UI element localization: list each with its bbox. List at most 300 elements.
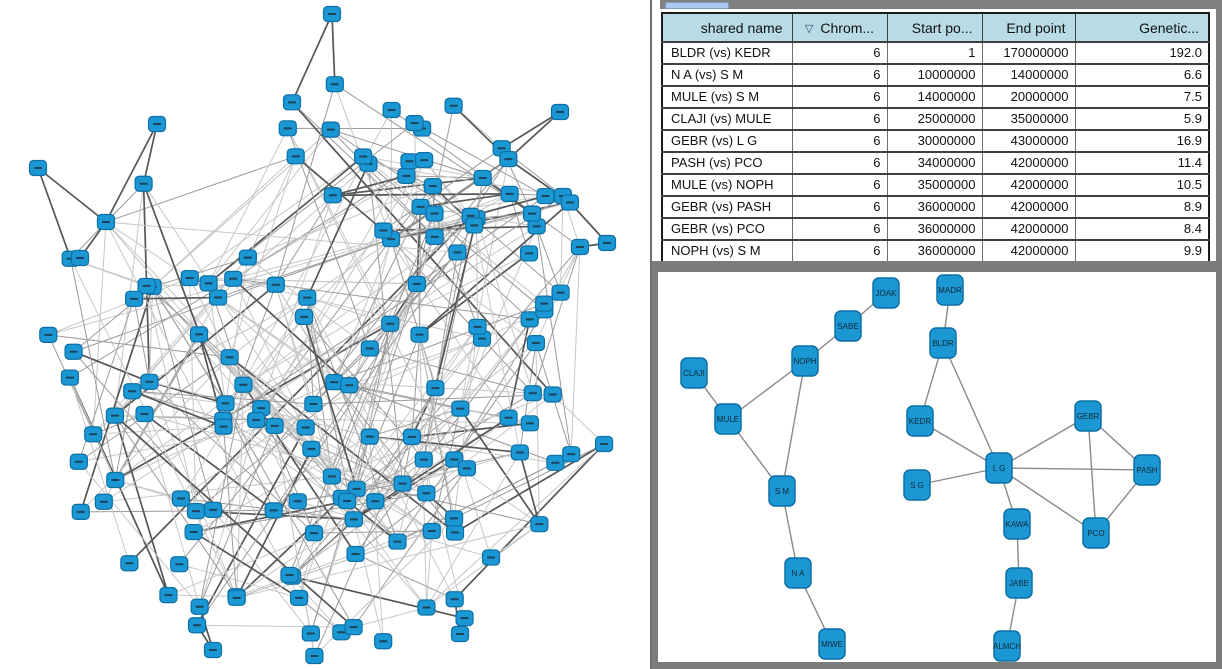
table-cell[interactable]: 9.9 — [1075, 240, 1209, 262]
table-cell[interactable]: 42000000 — [982, 240, 1075, 262]
network-edge — [132, 298, 307, 392]
network-node[interactable] — [930, 328, 956, 358]
table-cell[interactable]: BLDR (vs) KEDR — [662, 42, 792, 64]
table-cell[interactable]: 16.9 — [1075, 130, 1209, 152]
network-node[interactable] — [449, 245, 466, 260]
table-cell[interactable]: 6 — [792, 86, 887, 108]
table-row[interactable] — [662, 130, 1209, 152]
node-label: S G — [910, 481, 924, 490]
table-cell[interactable]: 6 — [792, 108, 887, 130]
network-node[interactable] — [171, 557, 188, 572]
column-header[interactable]: shared name — [662, 13, 792, 42]
table-cell[interactable]: 170000000 — [982, 42, 1075, 64]
node-label — [429, 185, 437, 187]
network-node[interactable] — [225, 271, 242, 286]
node-label: L G — [992, 464, 1006, 473]
network-node[interactable] — [235, 377, 252, 392]
network-node[interactable] — [986, 453, 1012, 483]
node-label — [413, 283, 421, 285]
node-label — [310, 532, 318, 534]
network-node[interactable] — [221, 350, 238, 365]
node-label — [205, 282, 213, 284]
network-node[interactable] — [500, 410, 517, 425]
table-cell[interactable]: 7.5 — [1075, 86, 1209, 108]
network-node[interactable] — [452, 401, 469, 416]
network-node[interactable] — [382, 316, 399, 331]
network-node[interactable] — [408, 276, 425, 291]
network-edge — [332, 14, 335, 84]
table-cell[interactable]: GEBR (vs) PCO — [662, 218, 792, 240]
table-cell[interactable]: 6 — [792, 196, 887, 218]
node-label — [567, 453, 575, 455]
node-label — [214, 297, 222, 299]
table-cell[interactable]: 6 — [792, 64, 887, 86]
network-node[interactable] — [200, 276, 217, 291]
node-label — [428, 530, 436, 532]
network-edge — [115, 480, 181, 498]
network-node[interactable] — [426, 229, 443, 244]
table-cell[interactable]: 6 — [792, 174, 887, 196]
network-node[interactable] — [415, 452, 432, 467]
table-cell[interactable]: 36000000 — [887, 240, 982, 262]
network-node[interactable] — [291, 590, 308, 605]
network-node[interactable] — [394, 476, 411, 491]
network-node[interactable] — [266, 418, 283, 433]
network-node[interactable] — [72, 504, 89, 519]
network-node[interactable] — [423, 523, 440, 538]
table-cell[interactable]: 10.5 — [1075, 174, 1209, 196]
network-node[interactable] — [389, 534, 406, 549]
network-node[interactable] — [185, 525, 202, 540]
network-node[interactable] — [993, 631, 1021, 661]
table-cell[interactable]: 35000000 — [982, 108, 1075, 130]
network-node[interactable] — [819, 629, 845, 659]
network-node[interactable] — [511, 445, 528, 460]
network-node[interactable] — [937, 275, 963, 305]
network-node[interactable] — [547, 455, 564, 470]
network-node[interactable] — [524, 206, 541, 221]
node-label — [284, 127, 292, 129]
node-label: MADR — [938, 286, 962, 295]
network-node[interactable] — [160, 588, 177, 603]
node-label — [34, 167, 42, 169]
table-row[interactable] — [662, 64, 1209, 86]
network-node[interactable] — [367, 494, 384, 509]
network-node[interactable] — [571, 240, 588, 255]
network-node[interactable] — [72, 251, 89, 266]
network-node[interactable] — [445, 98, 462, 113]
network-edge — [209, 130, 331, 284]
network-edge — [508, 112, 560, 159]
node-label — [450, 458, 458, 460]
node-label — [366, 348, 374, 350]
network-node[interactable] — [284, 95, 301, 110]
node-label — [417, 206, 425, 208]
network-node[interactable] — [187, 504, 204, 519]
table-horizontal-scrollbar[interactable] — [660, 0, 1216, 9]
node-label — [257, 407, 265, 409]
network-node[interactable] — [323, 469, 340, 484]
node-label — [379, 229, 387, 231]
table-row[interactable] — [662, 152, 1209, 174]
node-label — [350, 518, 358, 520]
node-label — [295, 597, 303, 599]
column-header[interactable]: End point — [982, 13, 1075, 42]
network-node[interactable] — [265, 503, 282, 518]
network-node[interactable] — [85, 427, 102, 442]
network-node[interactable] — [70, 454, 87, 469]
network-node[interactable] — [904, 470, 930, 500]
node-label — [271, 425, 279, 427]
network-node[interactable] — [563, 447, 580, 462]
network-node[interactable] — [326, 77, 343, 92]
table-cell[interactable]: 5.9 — [1075, 108, 1209, 130]
network-node[interactable] — [141, 374, 158, 389]
network-node[interactable] — [217, 396, 234, 411]
table-cell[interactable]: GEBR (vs) PASH — [662, 196, 792, 218]
network-node[interactable] — [907, 406, 933, 436]
table-row[interactable] — [662, 174, 1209, 196]
network-node[interactable] — [149, 117, 166, 132]
network-node[interactable] — [124, 384, 141, 399]
node-label — [566, 202, 574, 204]
node-label — [294, 500, 302, 502]
network-node[interactable] — [322, 122, 339, 137]
node-label — [470, 224, 478, 226]
network-node[interactable] — [205, 643, 222, 658]
table-cell[interactable]: 10000000 — [887, 64, 982, 86]
network-node[interactable] — [537, 189, 554, 204]
node-label — [343, 500, 351, 502]
network-node[interactable] — [873, 278, 899, 308]
network-node[interactable] — [1083, 518, 1109, 548]
node-label — [603, 242, 611, 244]
node-label — [422, 606, 430, 608]
network-node[interactable] — [97, 215, 114, 230]
column-header[interactable]: ▽ Chrom... — [792, 13, 887, 42]
network-node[interactable] — [279, 121, 296, 136]
network-node[interactable] — [289, 494, 306, 509]
node-label — [143, 285, 151, 287]
table-body — [662, 42, 1209, 262]
network-node[interactable] — [345, 512, 362, 527]
network-edge — [391, 110, 392, 239]
node-label — [196, 606, 204, 608]
network-node[interactable] — [527, 336, 544, 351]
table-cell[interactable]: 6 — [792, 130, 887, 152]
network-node[interactable] — [375, 634, 392, 649]
network-node[interactable] — [299, 290, 316, 305]
table-cell[interactable]: 42000000 — [982, 196, 1075, 218]
node-label: JABE — [1008, 579, 1030, 588]
node-label — [233, 597, 241, 599]
network-edge — [354, 607, 427, 627]
filter-icon[interactable]: ▽ — [804, 22, 814, 35]
node-label — [467, 215, 475, 217]
network-node[interactable] — [536, 296, 553, 311]
network-node[interactable] — [424, 179, 441, 194]
network-node[interactable] — [383, 102, 400, 117]
network-node[interactable] — [106, 408, 123, 423]
network-node[interactable] — [267, 277, 284, 292]
network-node[interactable] — [281, 567, 298, 582]
node-label — [226, 356, 234, 358]
network-node[interactable] — [521, 416, 538, 431]
node-label — [542, 195, 550, 197]
network-edge — [999, 468, 1147, 470]
network-node[interactable] — [287, 149, 304, 164]
network-node[interactable] — [418, 600, 435, 615]
table-cell[interactable]: 1 — [887, 42, 982, 64]
network-node[interactable] — [347, 546, 364, 561]
node-label — [307, 632, 315, 634]
network-node[interactable] — [769, 476, 795, 506]
network-node[interactable] — [210, 290, 227, 305]
network-node[interactable] — [228, 590, 245, 605]
network-node[interactable] — [361, 341, 378, 356]
network-node[interactable] — [181, 271, 198, 286]
network-edge — [533, 247, 580, 393]
table-row[interactable] — [662, 108, 1209, 130]
table-cell[interactable]: 6 — [792, 240, 887, 262]
network-node[interactable] — [61, 370, 78, 385]
table-cell[interactable]: 14000000 — [887, 86, 982, 108]
network-node[interactable] — [305, 397, 322, 412]
node-label: N A — [791, 569, 805, 578]
network-node[interactable] — [403, 429, 420, 444]
node-label: KAWA — [1005, 520, 1029, 529]
network-node[interactable] — [107, 473, 124, 488]
table-panel — [652, 0, 1222, 261]
network-node[interactable] — [248, 413, 265, 428]
network-node[interactable] — [126, 291, 143, 306]
node-label — [388, 109, 396, 111]
network-edge — [782, 361, 805, 491]
network-node[interactable] — [446, 592, 463, 607]
table-cell[interactable]: GEBR (vs) L G — [662, 130, 792, 152]
network-node[interactable] — [792, 346, 818, 376]
node-label — [307, 448, 315, 450]
table-cell[interactable]: 42000000 — [982, 152, 1075, 174]
table-cell[interactable]: 36000000 — [887, 196, 982, 218]
network-node[interactable] — [189, 618, 206, 633]
column-header[interactable]: Start po... — [887, 13, 982, 42]
network-node[interactable] — [324, 7, 341, 22]
network-node[interactable] — [1004, 509, 1030, 539]
node-label — [310, 655, 318, 657]
table-row[interactable] — [662, 86, 1209, 108]
network-node[interactable] — [215, 419, 232, 434]
table-cell[interactable]: 42000000 — [982, 174, 1075, 196]
network-edge — [370, 437, 520, 453]
node-label — [540, 303, 548, 305]
table-cell[interactable]: 36000000 — [887, 218, 982, 240]
network-node[interactable] — [456, 611, 473, 626]
network-edge — [81, 510, 274, 512]
node-label — [221, 402, 229, 404]
table-cell[interactable]: 6.6 — [1075, 64, 1209, 86]
network-node[interactable] — [447, 525, 464, 540]
node-label — [345, 384, 353, 386]
network-node[interactable] — [345, 620, 362, 635]
sub-network-frame — [652, 261, 1222, 669]
table-cell[interactable]: 20000000 — [982, 86, 1075, 108]
network-node[interactable] — [355, 149, 372, 164]
network-node[interactable] — [1006, 568, 1032, 598]
table-cell[interactable]: 14000000 — [982, 64, 1075, 86]
sub-network-canvas[interactable] — [658, 272, 1216, 662]
table-cell[interactable]: MULE (vs) S M — [662, 86, 792, 108]
network-node[interactable] — [95, 494, 112, 509]
network-node[interactable] — [239, 250, 256, 265]
node-label — [431, 236, 439, 238]
network-node[interactable] — [135, 176, 152, 191]
table-cell[interactable]: 34000000 — [887, 152, 982, 174]
table-cell[interactable]: 8.4 — [1075, 218, 1209, 240]
table-cell[interactable]: 11.4 — [1075, 152, 1209, 174]
node-label — [526, 318, 534, 320]
table-row[interactable] — [662, 240, 1209, 262]
table-cell[interactable]: 6 — [792, 218, 887, 240]
node-label — [186, 277, 194, 279]
node-label — [456, 633, 464, 635]
network-node[interactable] — [302, 626, 319, 641]
network-edge — [106, 222, 190, 278]
network-node[interactable] — [65, 344, 82, 359]
network-node[interactable] — [406, 116, 423, 131]
table-cell[interactable]: 25000000 — [887, 108, 982, 130]
node-label — [556, 111, 564, 113]
network-node[interactable] — [524, 386, 541, 401]
node-label: NOPH — [793, 357, 817, 366]
network-edge — [1088, 416, 1096, 533]
node-label — [209, 649, 217, 651]
node-label — [153, 123, 161, 125]
table-cell[interactable]: N A (vs) S M — [662, 64, 792, 86]
network-node[interactable] — [324, 188, 341, 203]
table-cell[interactable]: NOPH (vs) S M — [662, 240, 792, 262]
table-cell[interactable]: 6 — [792, 42, 887, 64]
table-cell[interactable]: MULE (vs) NOPH — [662, 174, 792, 196]
network-node[interactable] — [596, 436, 613, 451]
node-label — [551, 462, 559, 464]
network-node[interactable] — [306, 526, 323, 541]
network-node[interactable] — [835, 311, 861, 341]
network-node[interactable] — [303, 441, 320, 456]
node-label — [209, 509, 217, 511]
node-label — [431, 387, 439, 389]
table-cell[interactable]: 42000000 — [982, 218, 1075, 240]
network-node[interactable] — [411, 327, 428, 342]
network-node[interactable] — [469, 319, 486, 334]
scrollbar-thumb[interactable] — [665, 2, 729, 9]
table-cell[interactable]: CLAJI (vs) MULE — [662, 108, 792, 130]
node-label — [353, 488, 361, 490]
network-node[interactable] — [341, 378, 358, 393]
table-cell[interactable]: 192.0 — [1075, 42, 1209, 64]
table-cell[interactable]: 30000000 — [887, 130, 982, 152]
network-node[interactable] — [501, 186, 518, 201]
network-node[interactable] — [426, 206, 443, 221]
network-node[interactable] — [136, 407, 153, 422]
network-node[interactable] — [544, 387, 561, 402]
network-node[interactable] — [561, 195, 578, 210]
node-label — [453, 251, 461, 253]
table-cell[interactable]: PASH (vs) PCO — [662, 152, 792, 174]
network-edge — [197, 625, 354, 627]
network-node[interactable] — [531, 517, 548, 532]
network-node[interactable] — [121, 556, 138, 571]
network-node[interactable] — [474, 170, 491, 185]
network-node[interactable] — [452, 627, 469, 642]
table-cell[interactable]: 8.9 — [1075, 196, 1209, 218]
node-label — [450, 105, 458, 107]
network-node[interactable] — [306, 649, 323, 664]
network-node[interactable] — [483, 550, 500, 565]
node-label — [195, 333, 203, 335]
network-node[interactable] — [1075, 401, 1101, 431]
network-node[interactable] — [30, 161, 47, 176]
table-cell[interactable]: 6 — [792, 152, 887, 174]
node-label — [450, 517, 458, 519]
network-node[interactable] — [552, 285, 569, 300]
table-row[interactable] — [662, 42, 1209, 64]
network-node[interactable] — [191, 599, 208, 614]
network-node[interactable] — [715, 404, 741, 434]
column-header[interactable]: Genetic... — [1075, 13, 1209, 42]
network-node[interactable] — [418, 486, 435, 501]
table-row[interactable] — [662, 218, 1209, 240]
table-cell[interactable]: 35000000 — [887, 174, 982, 196]
network-node[interactable] — [552, 105, 569, 120]
node-label — [420, 459, 428, 461]
network-node[interactable] — [466, 218, 483, 233]
table-row[interactable] — [662, 196, 1209, 218]
network-node[interactable] — [40, 327, 57, 342]
network-node[interactable] — [785, 558, 811, 588]
node-label — [498, 147, 506, 149]
network-node[interactable] — [297, 420, 314, 435]
network-node[interactable] — [191, 327, 208, 342]
network-node[interactable] — [500, 152, 517, 167]
network-node[interactable] — [599, 236, 616, 251]
network-node[interactable] — [339, 493, 356, 508]
network-node[interactable] — [375, 223, 392, 238]
node-label — [239, 384, 247, 386]
network-node[interactable] — [681, 358, 707, 388]
table-vertical-scrollbar[interactable] — [1216, 0, 1222, 261]
network-node[interactable] — [427, 381, 444, 396]
node-label — [422, 492, 430, 494]
network-node[interactable] — [446, 511, 463, 526]
node-label — [463, 467, 471, 469]
network-node[interactable] — [398, 168, 415, 183]
network-node[interactable] — [416, 153, 433, 168]
node-label — [328, 13, 336, 15]
node-label — [300, 316, 308, 318]
node-label — [285, 574, 293, 576]
network-node[interactable] — [1134, 455, 1160, 485]
node-label — [411, 122, 419, 124]
network-node[interactable] — [458, 461, 475, 476]
node-label — [66, 377, 74, 379]
network-node[interactable] — [172, 491, 189, 506]
table-cell[interactable]: 43000000 — [982, 130, 1075, 152]
network-node[interactable] — [521, 246, 538, 261]
network-node[interactable] — [361, 429, 378, 444]
network-node[interactable] — [205, 502, 222, 517]
network-node[interactable] — [296, 309, 313, 324]
